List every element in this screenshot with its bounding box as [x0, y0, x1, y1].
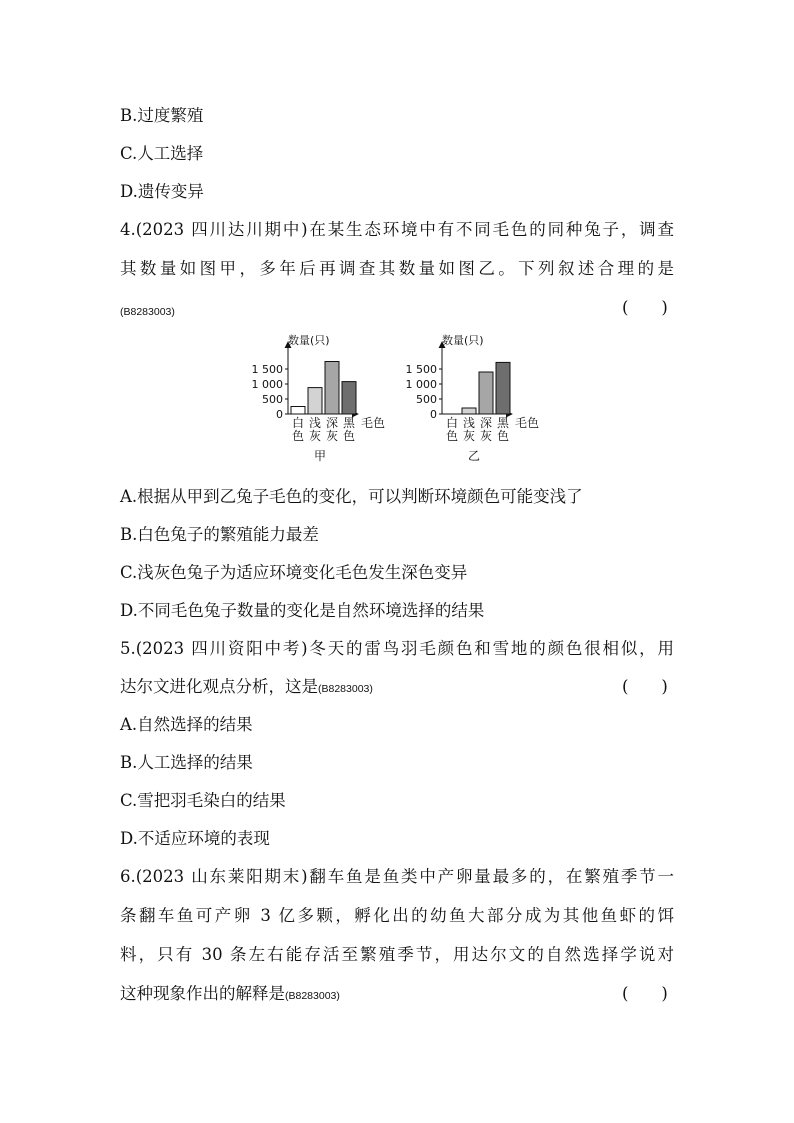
category-label: 黑 — [342, 416, 356, 430]
question-5-line-1: 5.(2023 四川资阳中考)冬天的雷鸟羽毛颜色和雪地的颜色很相似，用 — [120, 639, 674, 658]
category-label: 白 — [445, 416, 459, 430]
figure-charts — [0, 325, 794, 470]
category-label: 灰 — [479, 429, 493, 443]
option-b: B.过度繁殖 — [120, 106, 204, 125]
category-label: 灰 — [308, 429, 322, 443]
option-c: C.雪把羽毛染白的结果 — [120, 791, 286, 810]
question-code: (B8283003) — [318, 683, 373, 695]
y-axis-label: 数量(只) — [288, 334, 330, 347]
bar — [291, 407, 305, 415]
answer-blank: ( ) — [622, 298, 668, 317]
y-tick-label: 0 — [276, 408, 283, 421]
chart-caption: 甲 — [313, 449, 327, 463]
category-label: 深 — [479, 416, 493, 430]
category-label: 灰 — [325, 429, 339, 443]
question-6-line-2: 条翻车鱼可产卵 3 亿多颗，孵化出的幼鱼大部分成为其他鱼虾的饵 — [120, 906, 674, 925]
option-d: D.不同毛色兔子数量的变化是自然环境选择的结果 — [120, 601, 485, 620]
option-a: A.根据从甲到乙兔子毛色的变化，可以判断环境颜色可能变浅了 — [120, 487, 583, 506]
option-b: B.白色兔子的繁殖能力最差 — [120, 525, 319, 544]
bar — [462, 408, 476, 414]
bar — [496, 362, 510, 414]
option-d: D.不适应环境的表现 — [120, 829, 270, 848]
answer-blank: ( ) — [622, 984, 668, 1003]
option-c: C.浅灰色兔子为适应环境变化毛色发生深色变异 — [120, 563, 468, 582]
question-5-text: 达尔文进化观点分析，这是 — [120, 677, 318, 696]
category-label: 色 — [445, 429, 459, 443]
category-label: 色 — [496, 429, 510, 443]
y-tick-label: 1 000 — [405, 378, 437, 391]
category-label: 黑 — [496, 416, 510, 430]
category-label: 浅 — [308, 416, 322, 430]
y-tick-label: 0 — [430, 408, 437, 421]
option-c: C.人工选择 — [120, 144, 204, 163]
bar-chart-yi — [406, 333, 540, 463]
question-code: (B8283003) — [120, 306, 175, 318]
chart-caption: 乙 — [467, 449, 481, 463]
category-label: 浅 — [462, 416, 476, 430]
question-5-line-2 — [120, 676, 373, 700]
question-4-line-1: 4.(2023 四川达川期中)在某生态环境中有不同毛色的同种兔子，调查 — [120, 220, 674, 239]
y-tick-label: 1 500 — [405, 363, 437, 376]
question-6-line-3: 料，只有 30 条左右能存活至繁殖季节，用达尔文的自然选择学说对 — [120, 945, 674, 964]
question-6-line-1: 6.(2023 山东莱阳期末)翻车鱼是鱼类中产卵量最多的，在繁殖季节一 — [120, 867, 674, 886]
question-4-line-2: 其数量如图甲，多年后再调查其数量如图乙。下列叙述合理的是 — [120, 259, 674, 278]
question-code: (B8283003) — [285, 990, 340, 1002]
x-axis-label: 毛色 — [515, 416, 540, 430]
y-tick-label: 500 — [416, 393, 437, 406]
category-label: 深 — [325, 416, 339, 430]
y-tick-label: 1 500 — [251, 363, 283, 376]
bar — [479, 372, 493, 414]
bar-chart-jia — [252, 333, 386, 463]
question-6-line-4 — [120, 983, 340, 1007]
option-a: A.自然选择的结果 — [120, 715, 253, 734]
option-b: B.人工选择的结果 — [120, 753, 253, 772]
category-label: 灰 — [462, 429, 476, 443]
category-label: 白 — [291, 416, 305, 430]
category-label: 色 — [342, 429, 356, 443]
y-tick-label: 1 000 — [251, 378, 283, 391]
x-axis-label: 毛色 — [361, 416, 386, 430]
y-tick-label: 500 — [262, 393, 283, 406]
answer-blank: ( ) — [622, 677, 668, 696]
bar — [342, 382, 356, 414]
bar — [308, 388, 322, 414]
category-label: 色 — [291, 429, 305, 443]
bar — [325, 362, 339, 415]
y-axis-label: 数量(只) — [442, 334, 484, 347]
option-d: D.遗传变异 — [120, 182, 204, 201]
question-6-text: 这种现象作出的解释是 — [120, 984, 285, 1003]
